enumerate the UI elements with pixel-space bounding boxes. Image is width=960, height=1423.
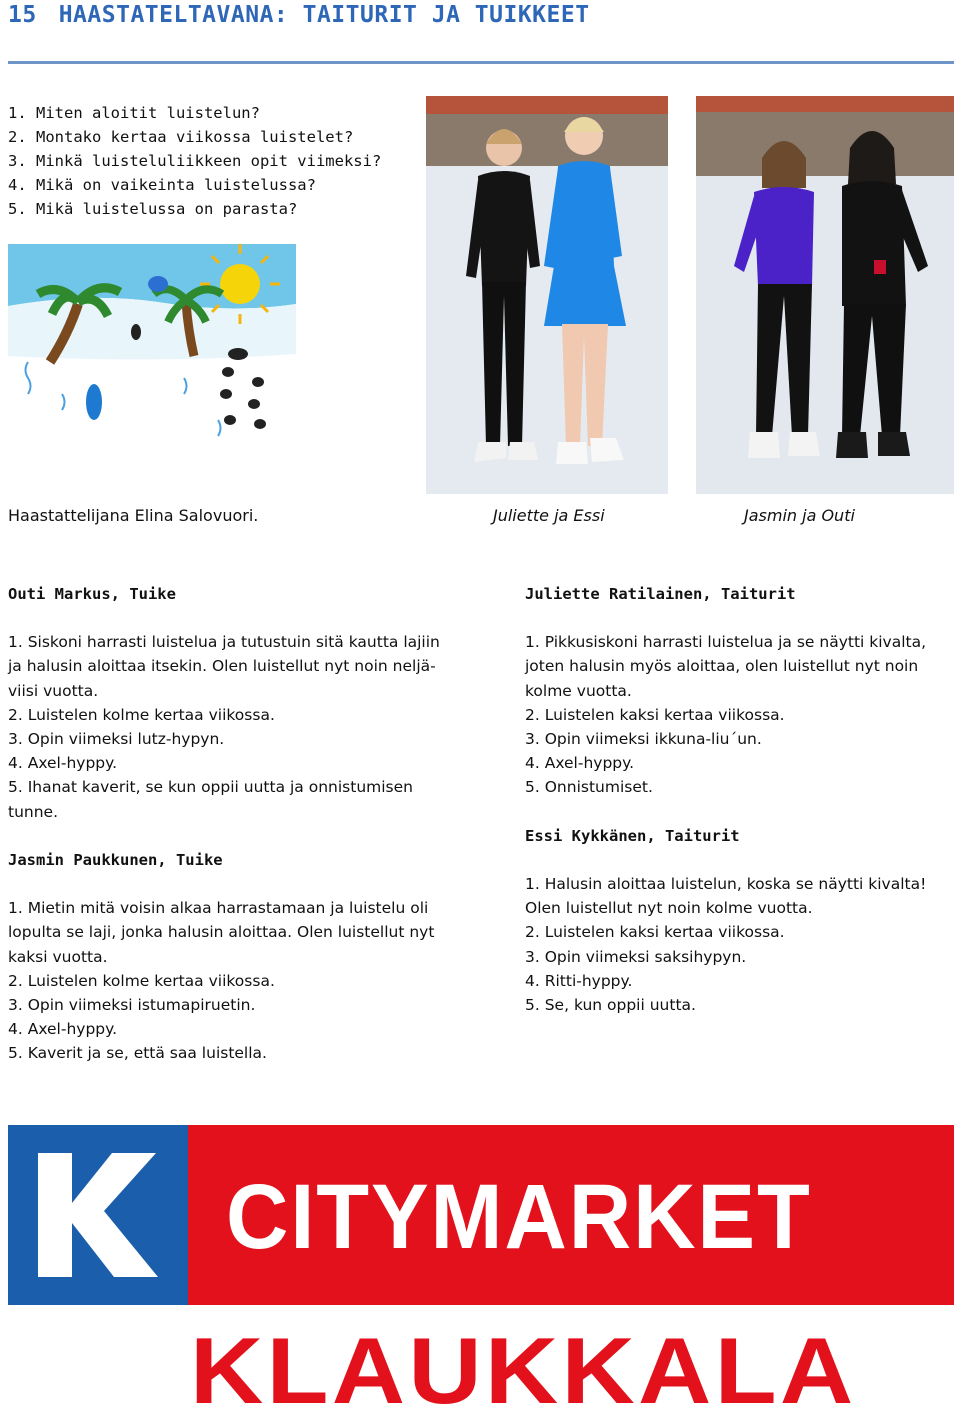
interviewee-name: Essi Kykkänen, Taiturit — [525, 826, 740, 845]
question-item: 3. Minkä luisteluliikkeen opit viimeksi? — [8, 152, 382, 170]
photo1-caption: Juliette ja Essi — [493, 506, 605, 525]
skaters-photo-juliette-essi — [426, 96, 668, 494]
page-title: HAASTATELTAVANA: TAITURIT JA TUIKKEET — [58, 2, 590, 28]
k-letter-icon — [38, 1153, 158, 1277]
k-logo — [8, 1125, 188, 1305]
question-list — [8, 101, 381, 221]
interviews-left-column — [8, 582, 448, 1090]
question-item: 5. Mikä luistelussa on parasta? — [8, 200, 298, 218]
interviewee-name: Juliette Ratilainen, Taiturit — [525, 585, 796, 603]
answer: 1. Siskoni harrasti luistelua ja tutustuin sitä kautta lajiin ja halusin aloittaa itsekin. Olen luistellut nyt noin neljä-viisi vuotta. — [8, 633, 440, 700]
answer: 4. Ritti-hyppy. — [525, 971, 633, 990]
answer: 5. Kaverit ja se, että saa luistella. — [8, 1044, 267, 1063]
question-item: 1. Miten aloitit luistelun? — [8, 104, 260, 122]
drawing-caption: Haastattelijana Elina Salovuori. — [8, 506, 259, 525]
page-number: 15 — [8, 2, 37, 28]
answer: 5. Se, kun oppii uutta. — [525, 996, 696, 1015]
answer: 4. Axel-hyppy. — [525, 754, 635, 773]
answer: 4. Axel-hyppy. — [8, 1020, 118, 1039]
answer: 4. Axel-hyppy. — [8, 754, 118, 773]
answer: 2. Luistelen kaksi kertaa viikossa. — [525, 923, 785, 942]
answer: 1. Pikkusiskoni harrasti luistelua ja se näytti kivalta, joten halusin myös aloittaa, olen luistellut nyt noin kolme vuotta. — [525, 633, 927, 700]
answer: 3. Opin viimeksi ikkuna-liu´un. — [525, 730, 762, 749]
interviews-right-column — [525, 582, 955, 1041]
citymarket-ad — [8, 1125, 954, 1423]
skaters-photo-jasmin-outi — [696, 96, 954, 494]
answer: 1. Halusin aloittaa luistelun, koska se näytti kivalta! Olen luistellut nyt noin kolme vuotta. — [525, 875, 927, 918]
answer: 2. Luistelen kolme kertaa viikossa. — [8, 971, 275, 990]
interviewee-name: Outi Markus, Tuike — [8, 585, 176, 603]
answer: 3. Opin viimeksi saksihypyn. — [525, 947, 747, 966]
answer: 2. Luistelen kaksi kertaa viikossa. — [525, 705, 785, 724]
answer: 5. Ihanat kaverit, se kun oppii uutta ja onnistumisen tunne. — [8, 778, 413, 821]
citymarket-wordmark: CITYMARKET — [226, 1166, 812, 1268]
header-divider — [8, 61, 954, 64]
answer: 1. Mietin mitä voisin alkaa harrastamaan ja luistelu oli lopulta se laji, jonka halusin aloittaa. Olen luistellut nyt kaksi vuotta. — [8, 899, 435, 966]
answer: 3. Opin viimeksi istumapiruetin. — [8, 996, 256, 1015]
interview-essi — [525, 824, 955, 1017]
klaukkala-wordmark: KLAUKKALA — [190, 1318, 857, 1423]
answer: 5. Onnistumiset. — [525, 778, 653, 797]
answer: 2. Luistelen kolme kertaa viikossa. — [8, 705, 275, 724]
photo2-caption: Jasmin ja Outi — [744, 506, 855, 525]
interviewee-name: Jasmin Paukkunen, Tuike — [8, 851, 223, 870]
question-item: 2. Montako kertaa viikossa luistelet? — [8, 128, 354, 146]
interview-juliette — [525, 582, 955, 800]
question-item: 4. Mikä on vaikeinta luistelussa? — [8, 176, 316, 194]
page-header — [8, 2, 590, 28]
interview-outi — [8, 582, 448, 824]
interview-jasmin — [8, 848, 448, 1066]
answer: 3. Opin viimeksi lutz-hypyn. — [8, 730, 225, 749]
beach-drawing-image — [8, 244, 296, 440]
